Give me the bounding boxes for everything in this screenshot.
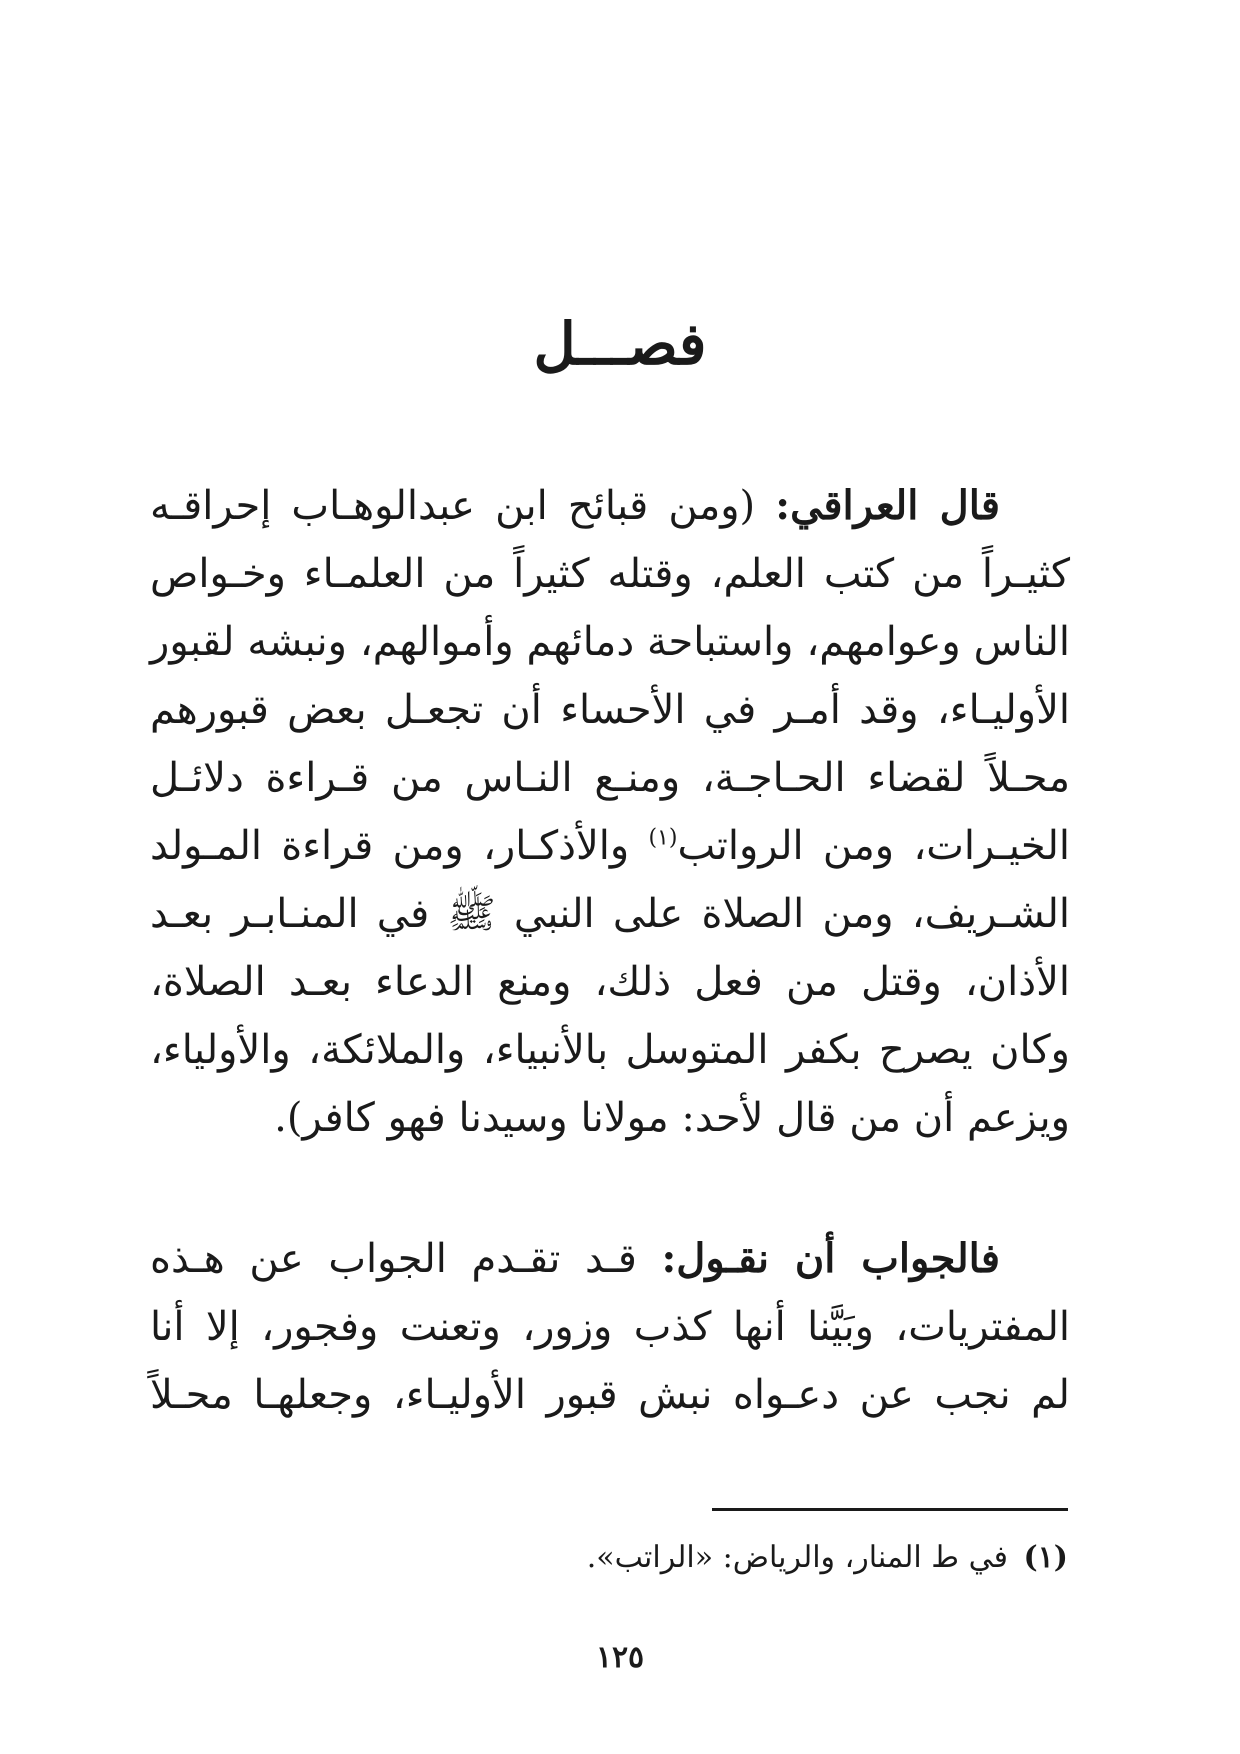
footnote-divider	[712, 1508, 1068, 1511]
paragraph-2-line-3: لم نجب عن دعـواه نبش قبور الأوليـاء، وجعلهـا محـلاً	[150, 1372, 1070, 1418]
answer-start: قـد تقـدم الجواب عن هـذه	[150, 1236, 662, 1282]
line-6-start: الخيـرات، ومن الرواتب	[677, 823, 1070, 869]
footnote-number: (١)	[1023, 1540, 1068, 1575]
answer-lead: فالجواب أن نقـول:	[661, 1235, 1000, 1282]
chapter-title: فصـــل	[533, 310, 707, 378]
footnote	[587, 1540, 1068, 1575]
speaker-lead: قال العراقي:	[775, 482, 1001, 529]
paragraph-1-line-10: ويزعم أن من قال لأحد: مولانا وسيدنا فهو كافر).	[274, 1095, 1070, 1141]
paragraph-1	[150, 472, 1070, 1152]
quote-start: (ومن قبائح ابن عبدالوهـاب إحراقـه	[150, 483, 756, 529]
paragraph-1-line-9: وكان يصرح بكفر المتوسل بالأنبياء، والملائكة، والأولياء،	[150, 1027, 1070, 1073]
paragraph-1-line-1	[150, 472, 1070, 540]
footnote-text: في ط المنار، والرياض: «الراتب».	[586, 1540, 1008, 1575]
paragraph-1-line-8: الأذان، وقتل من فعل ذلك، ومنع الدعاء بعـد الصلاة،	[150, 959, 1070, 1005]
paragraph-1-line-6	[150, 812, 1070, 880]
paragraph-1-line-4: الأوليـاء، وقد أمـر في الأحساء أن تجعـل بعض قبورهم	[150, 687, 1070, 733]
page-number: ١٢٥	[595, 1640, 645, 1675]
paragraph-2-line-1	[150, 1225, 1070, 1293]
paragraph-2	[150, 1225, 1070, 1429]
line-6-end: والأذكـار، ومن قراءة المـولد	[150, 823, 649, 869]
paragraph-1-line-3: الناس وعوامهم، واستباحة دمائهم وأموالهم، ونبشه لقبور	[150, 619, 1070, 665]
paragraph-1-line-7: الشـريف، ومن الصلاة على النبي ﷺ في المنـابـر بعـد	[150, 891, 1070, 937]
paragraph-2-line-2: المفتريات، وبَيَّنا أنها كذب وزور، وتعنت وفجور، إلا أنا	[150, 1304, 1070, 1350]
paragraph-1-line-5: محـلاً لقضاء الحـاجـة، ومنـع النـاس من قـراءة دلائـل	[150, 755, 1070, 801]
footnote-reference: (١)	[648, 825, 678, 851]
paragraph-1-line-2: كثيـراً من كتب العلم، وقتله كثيراً من العلمـاء وخـواص	[150, 551, 1070, 597]
